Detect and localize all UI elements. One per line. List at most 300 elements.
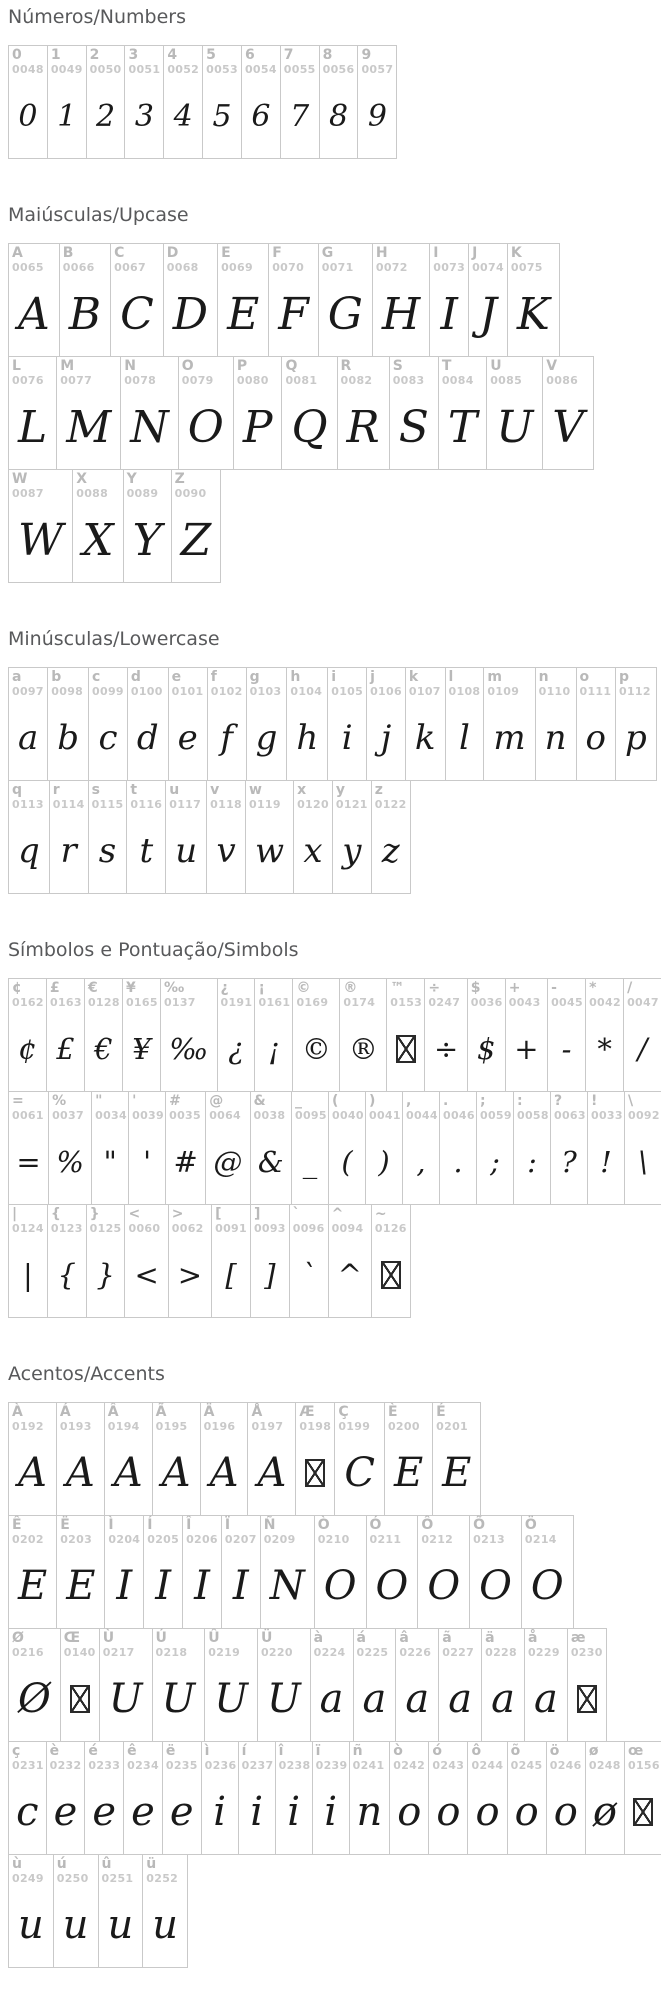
cell-glyph: e [131,1789,155,1836]
cell-glyph: a [319,1676,344,1723]
cell-glyph: A [18,288,50,340]
cell-character-label: { [50,1206,61,1222]
cell-header [245,48,277,77]
glyph-row [8,780,661,894]
glyph-cell [483,667,535,781]
cell-glyph: a [533,1676,558,1723]
cell-unicode-code: 0105 [331,685,364,699]
glyph-cell [165,780,207,894]
glyph-cell [428,1741,468,1855]
cell-character-label: f [210,669,217,685]
cell-character-label: Z [174,471,185,487]
cell-glyph: = [16,1145,41,1180]
cell-unicode-code: 0038 [253,1109,286,1123]
cell-glyph: J [479,288,497,340]
cell-character-label: v [210,782,220,798]
cell-glyph: a [491,1676,515,1723]
cell-header [88,1744,120,1773]
cell-unicode-code: 0040 [331,1109,364,1123]
cell-glyph: 8 [328,98,349,134]
glyph-cell [337,356,390,470]
glyph-cell [49,780,89,894]
glyph-cell [241,45,281,159]
cell-unicode-code: 0122 [374,798,407,812]
cell-unicode-code: 0174 [343,996,376,1010]
cell-glyph: ? [561,1145,577,1180]
cell-glyph: C [120,288,154,340]
cell-unicode-code: 0072 [375,261,408,275]
cell-character-label: À [12,1404,23,1420]
glyph-section-symbols [8,894,661,1318]
cell-unicode-code: 0225 [356,1646,389,1660]
glyph-cell [467,1741,507,1855]
glyph-cell [8,1515,57,1629]
cell-unicode-code: 0236 [204,1759,237,1773]
cell-header [509,981,544,1010]
cell-header [60,1405,101,1434]
cell-character-label: Å [251,1404,263,1420]
cell-header [341,359,386,388]
cell-header [539,670,573,699]
cell-glyph: / [637,1032,648,1067]
glyph-cell [280,45,320,159]
cell-header [272,246,315,275]
cell-header [261,1631,307,1660]
cell-character-label: ; [479,1093,486,1109]
cell-glyph: n [356,1789,383,1836]
cell-header [299,1405,331,1434]
cell-glyph: ® [348,1032,378,1067]
cell-header [388,1405,429,1434]
cell-unicode-code: 0081 [285,374,318,388]
cell-header [285,359,333,388]
cell-header [167,48,199,77]
cell-unicode-code: 0224 [313,1646,346,1660]
cell-unicode-code: 0211 [369,1533,402,1547]
cell-header [449,670,481,699]
cell-unicode-code: 0203 [60,1533,93,1547]
cell-character-label: Œ [63,1630,81,1646]
cell-header [92,670,124,699]
glyph-cell [8,1091,49,1205]
cell-header [169,1094,202,1123]
cell-header [172,670,204,699]
cell-glyph: " [103,1145,117,1180]
glyph-cell [123,1741,163,1855]
cell-glyph: s [98,831,117,872]
cell-character-label: # [169,1093,181,1109]
cell-header [525,1518,570,1547]
glyph-cell [171,469,222,583]
cell-unicode-code: 0095 [294,1109,327,1123]
cell-unicode-code: 0226 [399,1646,432,1660]
cell-unicode-code: 0035 [169,1109,201,1123]
cell-header [131,670,165,699]
cell-header [156,1405,197,1434]
glyph-cell [245,780,294,894]
cell-character-label: 6 [244,47,255,63]
cell-character-label: / [627,980,633,996]
cell-header [76,472,119,501]
cell-header [627,981,658,1010]
cell-character-label: C [114,245,125,261]
cell-glyph: ‰ [169,1032,209,1067]
cell-character-label: ¥ [125,980,136,996]
glyph-cell [72,469,123,583]
cell-character-label: , [405,1093,412,1109]
cell-unicode-code: 0232 [49,1759,82,1773]
cell-glyph: u [18,1902,44,1949]
cell-unicode-code: 0161 [258,996,291,1010]
cell-header [421,1518,466,1547]
cell-character-label: + [508,980,521,996]
glyph-cell [205,1091,250,1205]
cell-glyph: t [139,831,154,872]
cell-glyph: ` [301,1258,316,1293]
cell-unicode-code: 0067 [114,261,146,275]
cell-unicode-code: 0052 [167,63,200,77]
cell-header [480,1094,510,1123]
glyph-cell [353,1628,397,1742]
cell-unicode-code: 0237 [241,1759,274,1773]
cell-unicode-code: 0065 [12,261,44,275]
cell-unicode-code: 0204 [108,1533,141,1547]
cell-unicode-code: 0228 [485,1646,517,1660]
cell-header [406,1094,436,1123]
cell-unicode-code: 0197 [251,1420,284,1434]
cell-unicode-code: 0045 [551,996,583,1010]
cell-header [343,981,383,1010]
cell-glyph: r [60,831,77,872]
glyph-cell [319,45,359,159]
cell-header [92,783,124,812]
cell-character-label: ã [442,1630,452,1646]
cell-character-label: Ù [102,1630,115,1646]
cell-character-label: y [335,782,346,798]
cell-header [108,1405,149,1434]
cell-unicode-code: 0165 [125,996,158,1010]
glyph-cell [8,45,48,159]
cell-header [172,1207,208,1236]
cell-glyph: + [514,1032,539,1067]
cell-header [322,246,369,275]
glyph-cell [233,356,283,470]
glyph-rows [8,243,661,583]
glyph-cell [8,1204,48,1318]
cell-unicode-code: 0076 [12,374,44,388]
glyph-cell [585,1741,625,1855]
cell-header [442,1631,478,1660]
glyph-row [8,243,661,357]
cell-unicode-code: 0047 [627,996,659,1010]
cell-glyph: o [475,1789,500,1836]
cell-character-label: 8 [322,47,333,63]
cell-glyph: \ [638,1145,648,1180]
glyph-cell [152,1402,201,1516]
cell-glyph: % [56,1145,84,1180]
cell-character-label: r [52,782,60,798]
cell-unicode-code: 0090 [174,487,207,501]
cell-glyph: l [459,718,470,759]
glyph-cell [292,978,340,1092]
cell-character-label: T [441,358,452,374]
cell-character-label: P [236,358,248,374]
cell-header [433,246,465,275]
section-title: Acentos/Accents [8,1363,165,1385]
cell-unicode-code: 0063 [553,1109,586,1123]
cell-glyph: L [18,401,48,453]
cell-unicode-code: 0123 [50,1222,83,1236]
cell-header [357,1631,393,1660]
glyph-cell [417,1515,470,1629]
glyph-cell [384,1402,433,1516]
glyph-cell [268,243,319,357]
cell-header [51,48,83,77]
cell-character-label: © [296,980,311,996]
cell-character-label: 3 [128,47,139,63]
cell-character-label: ë [165,1743,176,1759]
cell-glyph: o [436,1789,461,1836]
cell-glyph: j [380,718,392,759]
cell-header [432,1744,464,1773]
cell-glyph: € [94,1032,113,1067]
cell-character-label: ¡ [258,980,265,996]
cell-unicode-code: 0220 [260,1646,293,1660]
cell-character-label: í [241,1743,247,1759]
cell-unicode-code: 0212 [421,1533,454,1547]
glyph-cell [349,1741,391,1855]
cell-header [443,1094,473,1123]
cell-glyph: d [136,718,159,759]
glyph-cell [8,780,50,894]
cell-character-label: ó [432,1743,442,1759]
cell-glyph: U [214,1676,248,1723]
cell-glyph: O [427,1563,461,1610]
cell-header [554,1094,584,1123]
cell-glyph: E [393,1450,424,1497]
cell-unicode-code: 0201 [436,1420,468,1434]
cell-glyph: * [597,1032,612,1067]
glyph-cell [371,780,411,894]
glyph-cell [182,1515,222,1629]
cell-glyph: } [96,1258,115,1293]
cell-glyph: u [62,1902,89,1949]
cell-character-label: ® [343,980,358,996]
cell-glyph: ¡ [268,1032,280,1067]
cell-glyph: @ [213,1145,243,1180]
cell-header [250,670,284,699]
cell-glyph: : [527,1145,537,1180]
cell-header [361,48,393,77]
cell-glyph: u [152,1902,179,1949]
cell-header [393,359,435,388]
cell-unicode-code: 0057 [361,63,394,77]
glyph-cell [542,356,594,470]
glyph-cell [445,667,485,781]
cell-character-label: ò [393,1743,403,1759]
glyph-cell [8,1402,57,1516]
glyph-cell [439,1091,477,1205]
cell-header [210,783,242,812]
glyph-cell [211,1204,251,1318]
cell-character-label: n [538,669,549,685]
cell-character-label: 0 [12,47,22,63]
cell-character-label: û [101,1856,112,1872]
glyph-cell [247,1402,296,1516]
glyph-cell [206,780,246,894]
cell-header [126,981,157,1010]
cell-unicode-code: 0235 [165,1759,198,1773]
cell-header [132,1094,162,1123]
cell-character-label: Í [147,1517,153,1533]
cell-unicode-code: 0055 [283,63,316,77]
cell-glyph: # [173,1145,198,1180]
cell-unicode-code: 0093 [253,1222,286,1236]
cell-glyph: I [116,1563,133,1610]
cell-header [221,981,252,1010]
glyph-cell [339,978,387,1092]
cell-header [295,1094,325,1123]
cell-glyph [628,1773,658,1852]
cell-character-label: ? [553,1093,563,1109]
missing-glyph-box [577,1685,597,1713]
cell-header [511,1744,543,1773]
cell-header [63,246,107,275]
cell-unicode-code: 0125 [89,1222,122,1236]
cell-glyph: a [18,718,39,759]
cell-character-label: 7 [283,47,294,63]
cell-header [571,1631,603,1660]
cell-header [12,670,44,699]
glyph-cell [327,667,367,781]
cell-unicode-code: 0137 [163,996,196,1010]
cell-header [12,783,46,812]
glyph-cell [535,667,577,781]
cell-unicode-code: 0033 [590,1109,623,1123]
cell-glyph: ¢ [18,1032,37,1067]
cell-unicode-code: 0075 [510,261,543,275]
cell-character-label: æ [570,1630,586,1646]
cell-unicode-code: 0213 [473,1533,505,1547]
cell-glyph: a [362,1676,387,1723]
glyph-cell [513,1091,551,1205]
glyph-cell [250,1091,292,1205]
cell-character-label: ñ [352,1743,363,1759]
glyph-rows [8,978,661,1318]
cell-glyph: . [453,1145,463,1180]
cell-character-label: a [12,669,22,685]
cell-glyph: k [414,718,436,759]
cell-glyph: i [213,1789,227,1836]
glyph-cell [547,978,586,1092]
glyph-cell [310,1628,354,1742]
cell-unicode-code: 0062 [171,1222,204,1236]
cell-glyph: a [448,1676,473,1723]
glyph-cell [481,1628,525,1742]
glyph-cell [438,1628,482,1742]
glyph-cell [56,356,121,470]
cell-unicode-code: 0086 [546,374,579,388]
cell-unicode-code: 0118 [210,798,242,812]
cell-header [353,1744,387,1773]
cell-character-label: ô [471,1743,482,1759]
cell-glyph: E [18,1563,48,1610]
cell-header [51,1207,83,1236]
missing-glyph-box [633,1798,653,1826]
cell-header [485,1631,521,1660]
cell-header [369,1094,399,1123]
cell-glyph: b [57,718,80,759]
glyph-cell [56,1515,105,1629]
glyph-cell [204,1628,258,1742]
cell-unicode-code: 0104 [290,685,323,699]
cell-header [166,1744,198,1773]
cell-character-label: ‰ [163,980,185,996]
glyph-section-accents [8,1318,661,1968]
cell-glyph: U [266,1676,301,1723]
glyph-cell [432,1402,481,1516]
cell-character-label: F [272,245,282,261]
cell-character-label: Ë [60,1517,70,1533]
cell-header [293,1207,325,1236]
cell-character-label: } [89,1206,100,1222]
cell-glyph: w [254,831,285,872]
glyph-cell [476,1091,514,1205]
glyph-cell [281,356,337,470]
cell-character-label: R [340,358,352,374]
cell-header [50,981,81,1010]
cell-header [12,1857,50,1886]
glyph-row [8,1402,661,1516]
cell-character-label: l [448,669,454,685]
cell-character-label: ü [146,1856,157,1872]
cell-glyph: E [442,1450,472,1497]
cell-character-label: e [171,669,182,685]
cell-character-label: : [516,1093,523,1109]
cell-header [52,1094,88,1123]
cell-glyph [375,1236,407,1315]
cell-unicode-code: 0048 [12,63,44,77]
glyph-cell [202,45,242,159]
cell-character-label: t [130,782,138,798]
glyph-cell [615,667,657,781]
cell-character-label: ö [549,1743,560,1759]
cell-unicode-code: 0042 [589,996,621,1010]
cell-character-label: Ó [369,1517,382,1533]
cell-character-label: ì [204,1743,210,1759]
cell-unicode-code: 0071 [321,261,354,275]
cell-glyph: i [250,1789,264,1836]
cell-unicode-code: 0231 [12,1759,44,1773]
cell-header [284,48,316,77]
cell-glyph: o [553,1789,578,1836]
cell-glyph: o [585,718,606,759]
cell-glyph: _ [302,1145,318,1180]
glyph-cell [238,1741,276,1855]
cell-unicode-code: 0216 [12,1646,44,1660]
cell-character-label: N [124,358,136,374]
glyph-row [8,978,661,1092]
glyph-cell [128,1091,166,1205]
cell-header [164,981,214,1010]
cell-character-label: ™ [390,980,405,996]
cell-glyph: ! [600,1145,612,1180]
glyph-cell [217,978,256,1092]
cell-character-label: g [249,669,260,685]
cell-header [473,1518,518,1547]
cell-header [517,1094,547,1123]
cell-unicode-code: 0050 [89,63,122,77]
